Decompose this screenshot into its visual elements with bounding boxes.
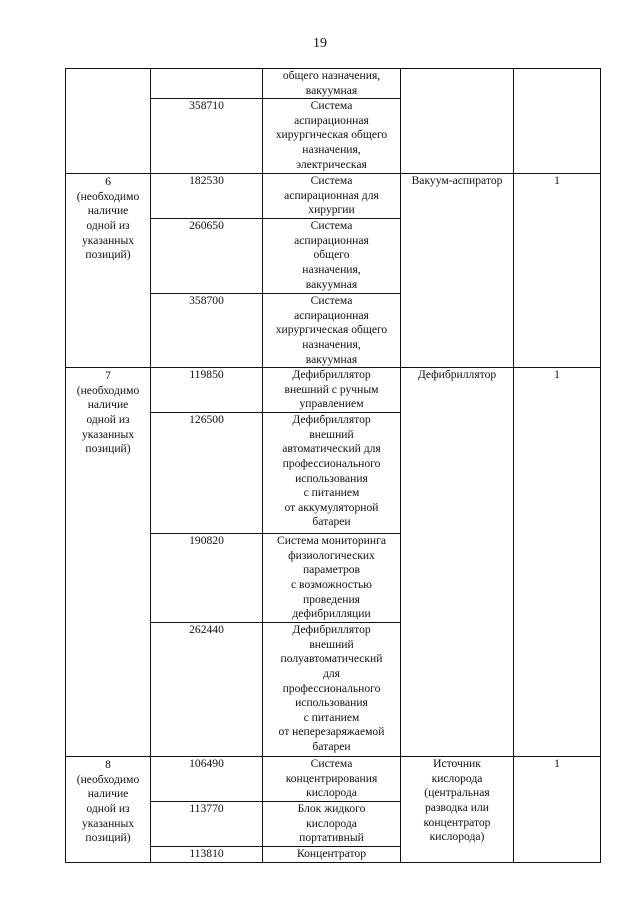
table-row [66, 174, 601, 219]
equipment-type-cell [401, 69, 514, 174]
quantity-cell: 1 [514, 757, 601, 863]
code-cell: 113770 [151, 802, 263, 847]
position-cell [66, 69, 151, 174]
name-cell: Дефибриллятор внешний автоматический для профессионального использования с питанием от аккумуляторной батареи [263, 413, 401, 534]
code-cell: 190820 [151, 534, 263, 623]
name-cell: Блок жидкого кислорода портативный [263, 802, 401, 847]
name-cell: Система концентрирования кислорода [263, 757, 401, 802]
name-cell: Система аспирационная хирургическая общего назначения, вакуумная [263, 294, 401, 368]
name-cell: Система аспирационная хирургическая общего назначения, электрическая [263, 99, 401, 174]
code-cell: 182530 [151, 174, 263, 219]
position-cell: 8 (необходимо наличие одной из указанных позиций) [66, 757, 151, 863]
equipment-table [65, 68, 601, 863]
name-cell: Система аспирационная общего назначения, вакуумная [263, 219, 401, 294]
position-cell: 6 (необходимо наличие одной из указанных позиций) [66, 174, 151, 368]
name-cell: Система аспирационная для хирургии [263, 174, 401, 219]
quantity-cell: 1 [514, 368, 601, 757]
table-row [66, 69, 601, 99]
name-cell: Концентратор [263, 847, 401, 863]
code-cell: 126500 [151, 413, 263, 534]
code-cell: 106490 [151, 757, 263, 802]
equipment-type-cell: Дефибриллятор [401, 368, 514, 757]
name-cell: Дефибриллятор внешний полуавтоматический для профессионального использования с питанием от неперезаряжаемой батареи [263, 623, 401, 757]
code-cell: 260650 [151, 219, 263, 294]
code-cell: 262440 [151, 623, 263, 757]
code-cell: 358710 [151, 99, 263, 174]
table-row [66, 757, 601, 802]
equipment-type-cell: Вакуум-аспиратор [401, 174, 514, 368]
position-cell: 7 (необходимо наличие одной из указанных позиций) [66, 368, 151, 757]
quantity-cell [514, 69, 601, 174]
code-cell: 119850 [151, 368, 263, 413]
code-cell: 113810 [151, 847, 263, 863]
page-number: 19 [313, 36, 327, 51]
name-cell: Система мониторинга физиологических параметров с возможностью проведения дефибрилляции [263, 534, 401, 623]
name-cell: Дефибриллятор внешний с ручным управлением [263, 368, 401, 413]
table-row [66, 368, 601, 413]
name-cell: общего назначения, вакуумная [263, 69, 401, 99]
equipment-type-cell: Источник кислорода (центральная разводка или концентратор кислорода) [401, 757, 514, 863]
quantity-cell: 1 [514, 174, 601, 368]
code-cell [151, 69, 263, 99]
code-cell: 358700 [151, 294, 263, 368]
